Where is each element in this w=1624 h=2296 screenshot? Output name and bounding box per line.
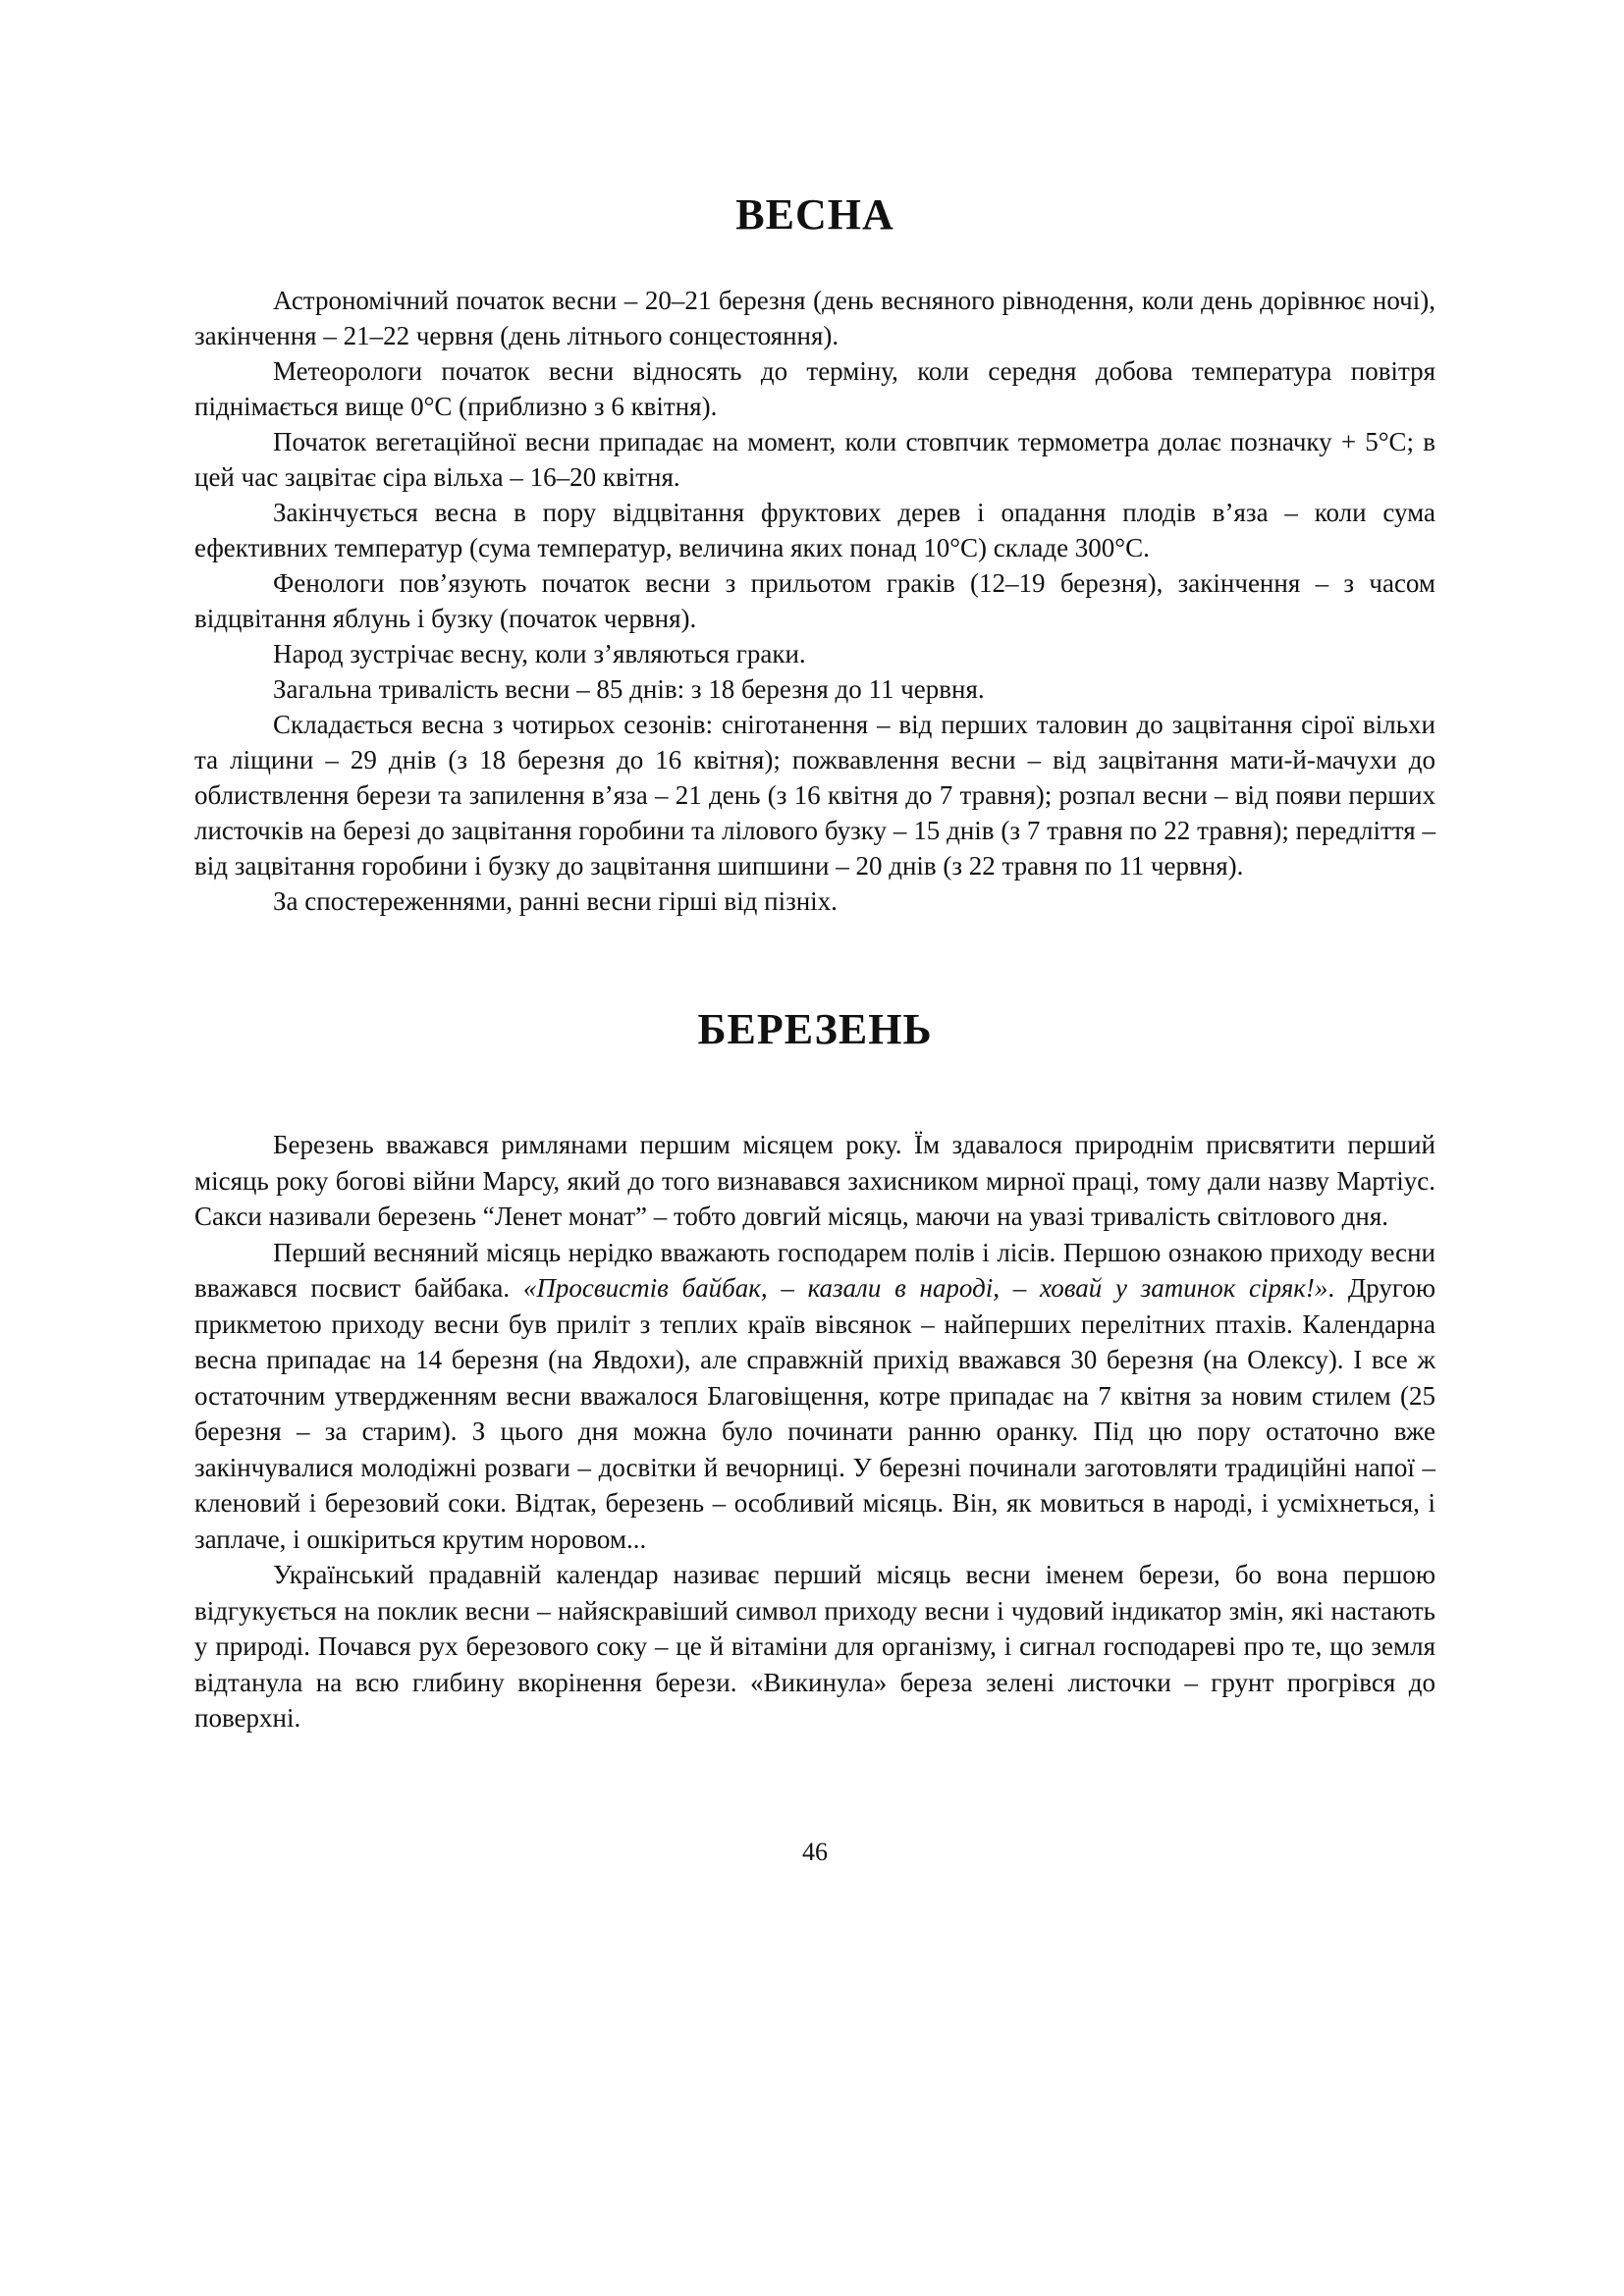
paragraph: Народ зустрічає весну, коли з’являються граки. — [273, 639, 806, 668]
paragraph: Метеорологи початок весни відносять до терміну, коли середня добова температура повітря піднімається вище 0°С (приблизно з 6 квітня). — [194, 356, 1435, 421]
paragraph: Березень вважався римлянами першим місяцем року. Їм здавалося природнім присвятити перший місяць року богові війни Марсу, який до того визнавався захисником мирної праці, тому дали назву Мартіус. Сакси називали березень “Ленет монат” – тобто довгий місяць, маючи на увазі тривалість світлового дня. — [194, 1130, 1435, 1231]
paragraph: Фенологи пов’язують початок весни з прильотом граків (12–19 березня), закінчення – з часом відцвітання яблунь і бузку (початок червня). — [194, 568, 1435, 633]
section-title-berezen: БЕРЕЗЕНЬ — [697, 1005, 933, 1053]
paragraph: Загальна тривалість весни – 85 днів: з 18 березня до 11 червня. — [273, 674, 985, 704]
paragraph: Початок вегетаційної весни припадає на момент, коли стовпчик термометра долає позначку + 5°С; в цей час зацвітає сіра вільха – 16–20 квітня. — [194, 427, 1435, 492]
paragraph — [194, 1235, 1435, 1558]
paragraph: За спостереженнями, ранні весни гірші від пізніх. — [273, 886, 838, 916]
paragraph-text: Перший весняний місяць нерідко вважають господарем полів і лісів. Першою ознакою приходу весни вважався посвист байбака. — [194, 1237, 1435, 1303]
paragraph: Закінчується весна в пору відцвітання фруктових дерев і опадання плодів в’яза – коли сума ефективних температур (сума температур, величина яких понад 10°С) складе 300°С. — [194, 498, 1435, 562]
section-title-vesna: ВЕСНА — [735, 190, 894, 239]
paragraph: Складається весна з чотирьох сезонів: сніготанення – від перших таловин до зацвітання сірої вільхи та ліщини – 29 днів (з 18 березня до 16 квітня); пожвавлення весни – від зацвітання мати-й-мачухи до облиствлення берези та запилення в’яза – 21 день (з 16 квітня до 7 травня); розпал весни – від появи перших листочків на березі до зацвітання горобини та лілового бузку – 15 днів (з 7 травня по 22 травня); передліття – від зацвітання горобини і бузку до зацвітання шипшини – 20 днів (з 22 травня по 11 червня). — [194, 710, 1435, 881]
folk-quote: «Просвистів байбак, – казали в народі, – ховай у затинок сіряк!» — [522, 1273, 1328, 1303]
section-berezen-body — [194, 1127, 1435, 1736]
page-number: 46 — [802, 1838, 828, 1866]
paragraph: Астрономічний початок весни – 20–21 березня (день весняного рівнодення, коли день дорівнює ночі), закінчення – 21–22 червня (день літнього сонцестояння). — [194, 286, 1435, 350]
paragraph: Український прадавній календар називає перший місяць весни іменем берези, бо вона першою відгукується на поклик весни – найяскравіший символ приходу весни і чудовий індикатор змін, які настають у природі. Почався рух березового соку – це й вітаміни для організму, і сигнал господареві про те, що земля відтанула на всю глибину вкорінення берези. «Викинула» береза зелені листочки – грунт прогрівся до поверхні. — [194, 1560, 1435, 1733]
paragraph-text: . Другою прикметою приходу весни був приліт з теплих країв вівсянок – найперших перелітних птахів. Календарна весна припадає на 14 березня (на Явдохи), але справжній прихід вважався 30 березня (на Олексу). І все ж остаточним утвердженням весни вважалося Благовіщення, котре припадає на 7 квітня за новим стилем (25 березня – за старим). З цього дня можна було починати ранню оранку. Під цю пору остаточно вже закінчувалися молодіжні розваги – досвітки й вечорниці. У березні починали заготовляти традиційні напої – кленовий і березовий соки. Відтак, березень – особливий місяць. Він, як мовиться в народі, і усміхнеться, і заплаче, і ошкіриться крутим норовом... — [194, 1273, 1435, 1554]
section-vesna-body — [194, 283, 1435, 919]
